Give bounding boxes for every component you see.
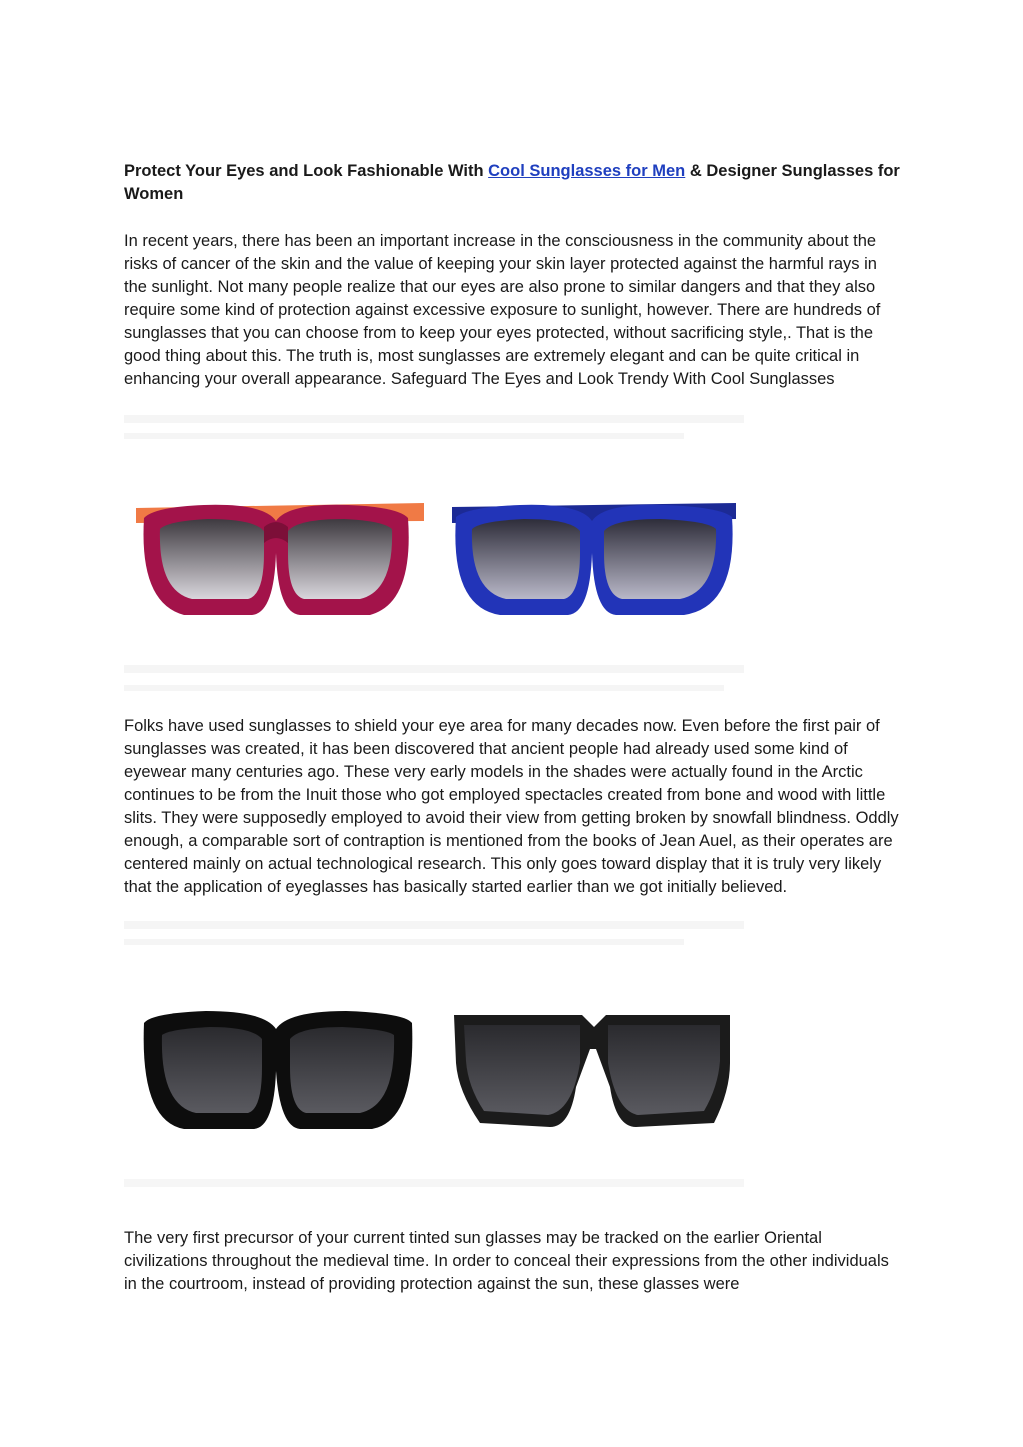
sunglasses-image-row-1 — [124, 403, 754, 703]
document-page — [124, 160, 904, 1296]
sunglasses-photo-1 — [124, 403, 754, 703]
paragraph-3: The very first precursor of your current tinted sun glasses may be tracked on the earlier Oriental civilizations throughout the medieval time. In order to conceal their expressions from the other individuals in the courtroom, instead of providing protection against the sun, these glasses were — [124, 1229, 889, 1293]
heading-suffix: & Designer Sunglasses for Women — [124, 162, 900, 203]
paragraph-2: Folks have used sunglasses to shield your eye area for many decades now. Even before the first pair of sunglasses was created, it has been discovered that ancient people had already used some kind of eyewear many centuries ago. These very early models in the shades were actually found in the Arctic continues to be from the Inuit those who got employed spectacles created from bone and wood with little slits. They were supposedly employed to avoid their view from getting broken by snowfall blindness. Oddly enough, a comparable sort of contraption is mentioned from the books of Jean Auel, as their operates are centered mainly on actual technological research. This only goes toward display that it is truly very likely that the application of eyeglasses has basically started earlier than we got initially believed. — [124, 717, 899, 896]
cool-sunglasses-link[interactable]: Cool Sunglasses for Men — [488, 162, 686, 180]
black-square-sunglasses — [454, 1015, 730, 1127]
blue-sunglasses — [452, 503, 736, 615]
heading-prefix: Protect Your Eyes and Look Fashionable With — [124, 162, 489, 180]
sunglasses-image-row-2 — [124, 911, 754, 1209]
black-round-sunglasses — [144, 1011, 413, 1129]
paragraph-1: In recent years, there has been an important increase in the consciousness in the community about the risks of cancer of the skin and the value of keeping your skin layer protected against the harmful rays in the sunlight. Not many people realize that our eyes are also prone to similar dangers and that they also require some kind of protection against excessive exposure to sunlight, however. There are hundreds of sunglasses that you can choose from to keep your eyes protected, without sacrificing style,. That is the good thing about this. The truth is, most sunglasses are extremely elegant and can be quite critical in enhancing your overall appearance. Safeguard The Eyes and Look Trendy With Cool Sunglasses — [124, 232, 881, 388]
sunglasses-photo-2 — [124, 911, 754, 1209]
magenta-sunglasses — [136, 503, 424, 615]
document-heading — [124, 160, 904, 206]
